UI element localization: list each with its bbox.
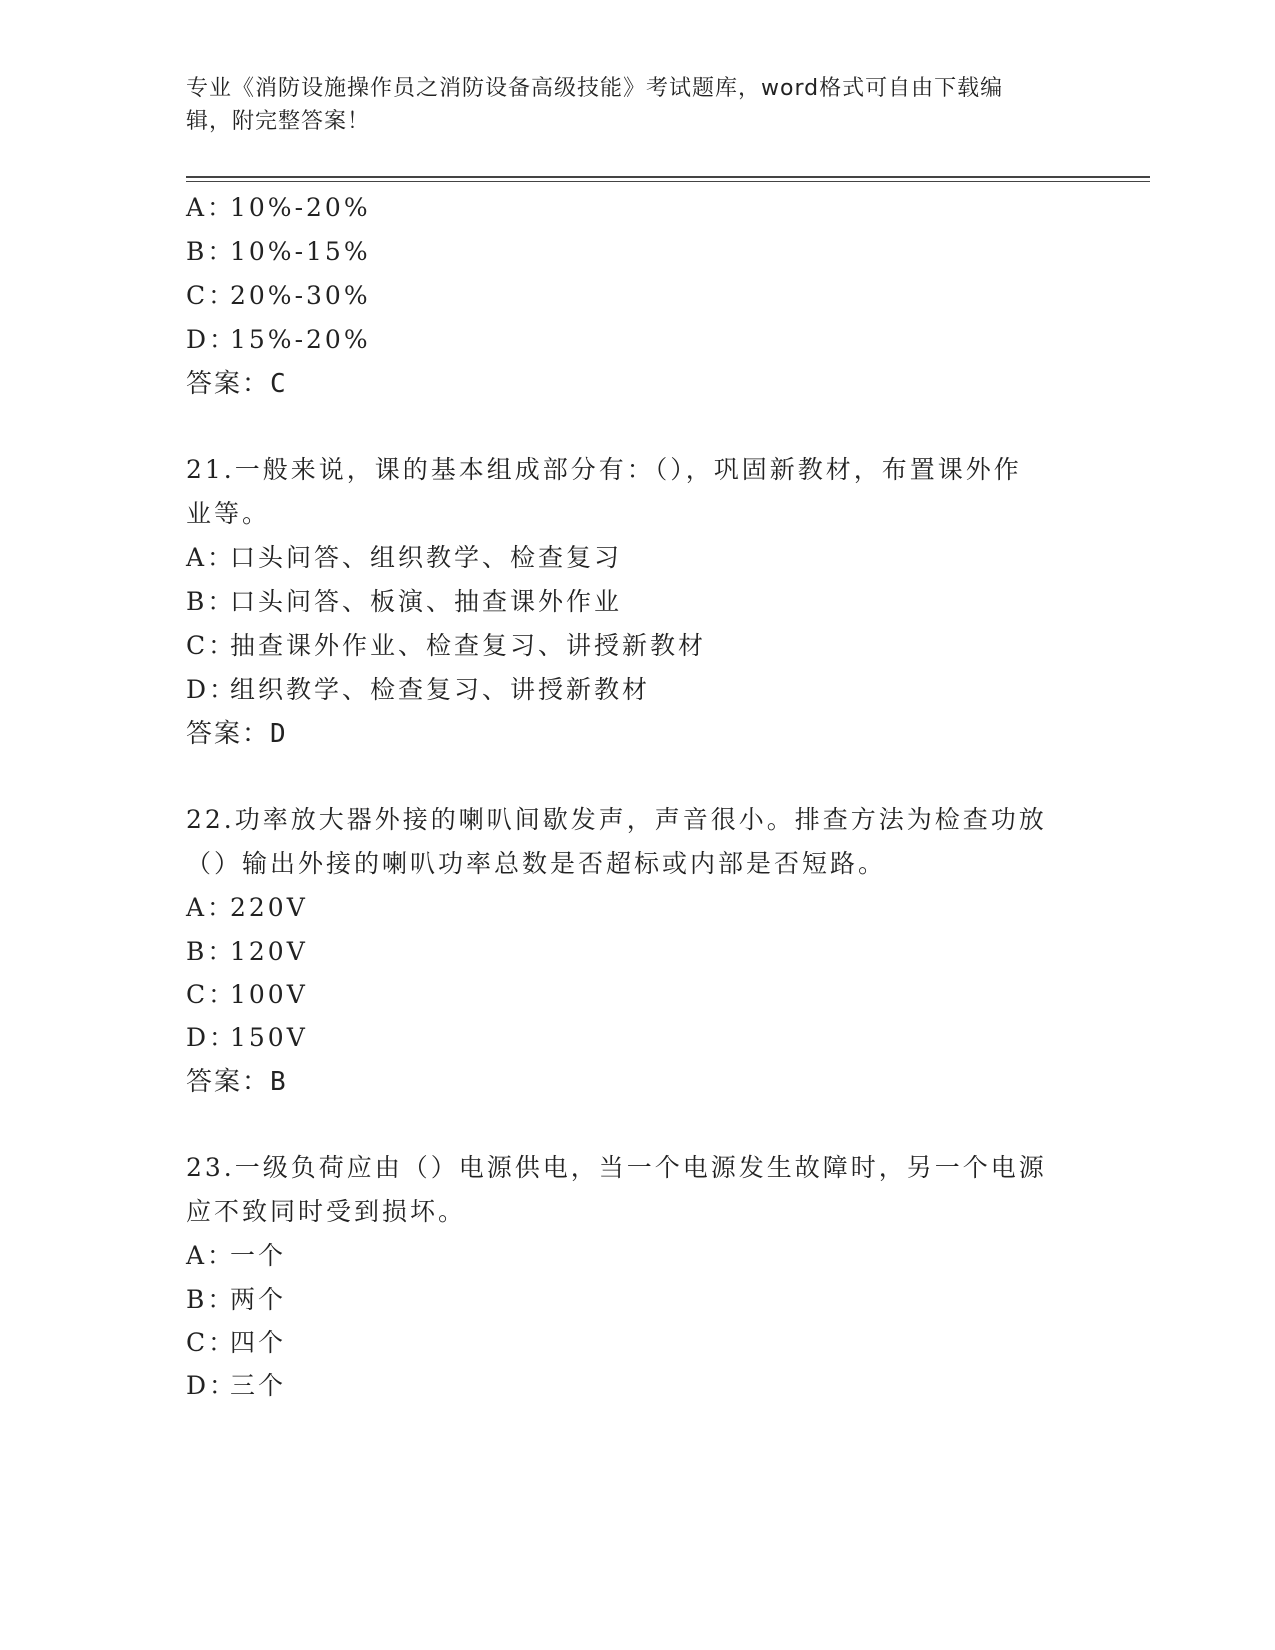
q21-option-b — [186, 582, 622, 618]
q22-stem-line-1: 22.功率放大器外接的喇叭间歇发声，声音很小。排查方法为检查功放 — [186, 805, 1047, 834]
q22-option-d — [186, 1018, 308, 1054]
option-label: B： — [186, 1285, 236, 1314]
option-text: 三个 — [230, 1371, 287, 1400]
q22-answer — [186, 1061, 288, 1098]
option-text: 15%-20% — [230, 325, 371, 354]
option-label: D： — [186, 1371, 238, 1400]
q20-option-b — [186, 232, 371, 268]
answer-label: 答案： — [186, 369, 271, 399]
answer-value: C — [270, 369, 288, 399]
option-text: 150V — [230, 1023, 308, 1052]
q22-option-a — [186, 888, 308, 924]
option-text: 抽查课外作业、检查复习、讲授新教材 — [230, 631, 707, 660]
q20-option-c — [186, 276, 371, 312]
option-text: 四个 — [230, 1328, 287, 1357]
header-line-1: 专业《消防设施操作员之消防设备高级技能》考试题库，word格式可自由下载编 — [186, 76, 1004, 101]
answer-value: D — [270, 719, 288, 749]
option-text: 两个 — [230, 1285, 287, 1314]
option-text: 组织教学、检查复习、讲授新教材 — [230, 675, 651, 704]
header-line-2: 辑，附完整答案！ — [186, 109, 371, 134]
option-label: B： — [186, 587, 236, 616]
q20-option-a — [186, 188, 371, 224]
q23-option-a — [186, 1236, 286, 1272]
option-text: 220V — [230, 893, 308, 922]
option-label: C： — [186, 1328, 237, 1357]
q22-option-b — [186, 932, 308, 968]
q20-option-d — [186, 320, 371, 356]
q23-option-d — [186, 1366, 286, 1402]
option-text: 口头问答、组织教学、检查复习 — [230, 543, 623, 572]
q23-option-b — [186, 1280, 286, 1316]
header-divider-thick — [186, 176, 1150, 178]
answer-value: B — [270, 1067, 288, 1097]
option-text: 100V — [230, 980, 308, 1009]
option-text: 20%-30% — [230, 281, 371, 310]
option-label: A： — [186, 1241, 236, 1270]
answer-label: 答案： — [186, 719, 271, 749]
option-label: D： — [186, 325, 238, 354]
q23-stem-line-2: 应不致同时受到损坏。 — [186, 1197, 467, 1226]
option-label: C： — [186, 281, 237, 310]
q23-option-c — [186, 1323, 286, 1359]
option-label: C： — [186, 631, 237, 660]
option-label: B： — [186, 937, 236, 966]
answer-label: 答案： — [186, 1067, 271, 1097]
option-label: A： — [186, 193, 236, 222]
q21-option-d — [186, 670, 650, 706]
header-divider-thin — [186, 181, 1150, 182]
option-label: C： — [186, 980, 237, 1009]
q21-stem-line-1: 21.一般来说，课的基本组成部分有：（），巩固新教材，布置课外作 — [186, 455, 1022, 484]
option-text: 10%-15% — [230, 237, 371, 266]
option-label: D： — [186, 1023, 238, 1052]
document-header — [186, 72, 1066, 138]
q21-option-a — [186, 538, 622, 574]
option-label: D： — [186, 675, 238, 704]
option-text: 120V — [230, 937, 308, 966]
q22-stem-line-2: （）输出外接的喇叭功率总数是否超标或内部是否短路。 — [186, 849, 887, 878]
q22-option-c — [186, 975, 308, 1011]
q21-stem-line-2: 业等。 — [186, 499, 271, 528]
option-label: A： — [186, 543, 236, 572]
option-text: 口头问答、板演、抽查课外作业 — [230, 587, 623, 616]
q21-option-c — [186, 626, 706, 662]
option-label: A： — [186, 893, 236, 922]
option-text: 10%-20% — [230, 193, 371, 222]
option-label: B： — [186, 237, 236, 266]
q21-answer — [186, 713, 288, 750]
q20-answer — [186, 363, 288, 400]
option-text: 一个 — [230, 1241, 287, 1270]
q23-stem-line-1: 23.一级负荷应由（）电源供电，当一个电源发生故障时，另一个电源 — [186, 1153, 1047, 1182]
